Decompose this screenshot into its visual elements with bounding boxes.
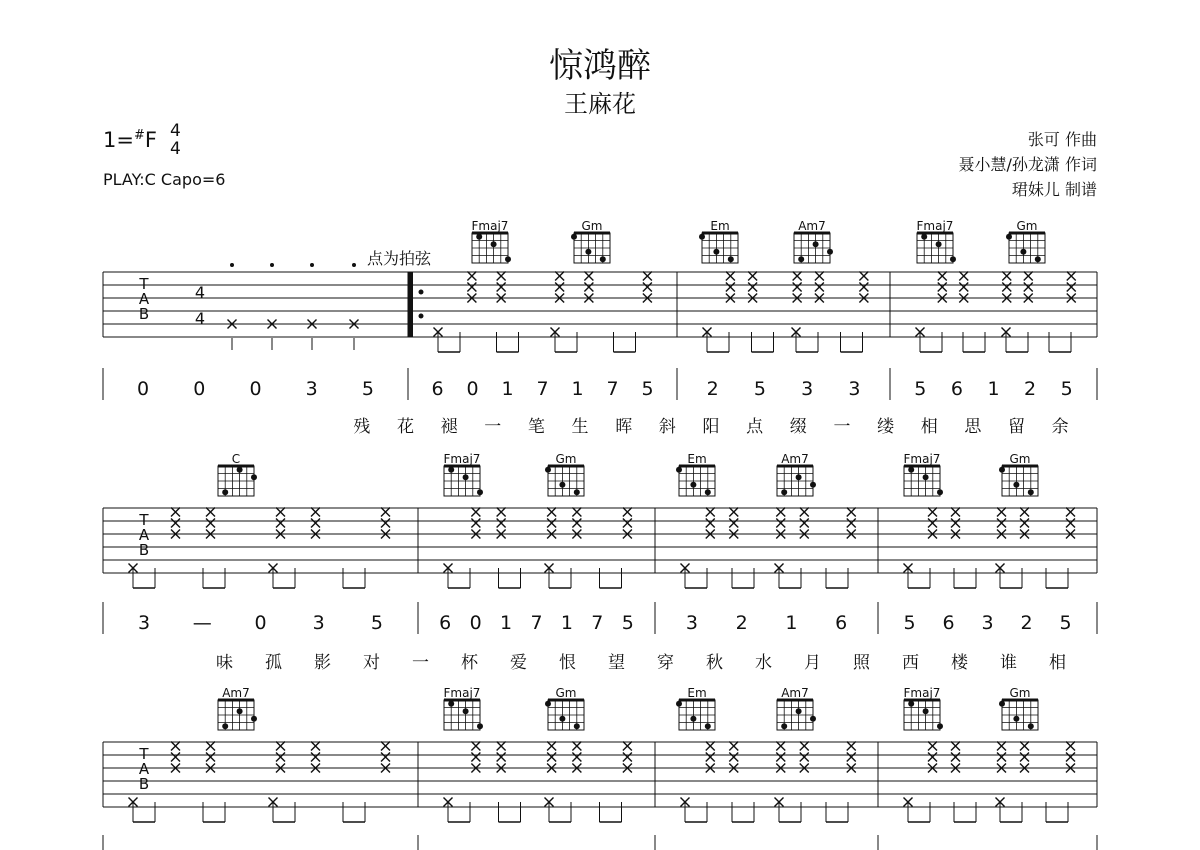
strum-x <box>951 742 960 751</box>
tab-label: T <box>139 275 149 293</box>
slap-hint: 点为拍弦 <box>367 249 432 268</box>
chord-finger <box>491 241 497 247</box>
chord-name: Am7 <box>781 452 809 466</box>
strum-x <box>381 742 390 751</box>
strum-x <box>706 508 715 517</box>
jianpu-note: 6 <box>439 612 452 634</box>
slap-dot <box>230 263 234 267</box>
strum-x <box>584 272 593 281</box>
chord-finger <box>448 467 454 473</box>
lyric-char: 杯 <box>461 653 478 673</box>
lyric-char: 留 <box>1008 417 1026 437</box>
transcriber-credit: 珺妹儿 制谱 <box>1011 180 1097 199</box>
strum-x <box>1024 272 1033 281</box>
lyric-char: 思 <box>964 417 982 437</box>
jianpu-note: 0 <box>193 378 206 400</box>
strum-x <box>381 508 390 517</box>
tab-label: B <box>138 541 150 559</box>
chord-name: Em <box>687 686 707 700</box>
strum-x <box>623 519 632 528</box>
lyric-char: 西 <box>902 653 919 673</box>
strum-x <box>847 519 856 528</box>
strum-x <box>276 742 285 751</box>
lyric-char: 斜 <box>658 417 676 437</box>
tab-label: T <box>139 511 149 529</box>
chord-finger <box>222 723 228 729</box>
jianpu-note: 1 <box>560 612 573 634</box>
lyric-char: 缕 <box>877 417 895 437</box>
song-title: 惊鸿醉 <box>549 46 651 86</box>
lyric-char: 点 <box>746 417 764 437</box>
jianpu-note: 1 <box>571 378 584 400</box>
strum-x <box>847 742 856 751</box>
lyric-char: 味 <box>216 653 233 673</box>
lyric-char: 一 <box>484 417 502 437</box>
strum-x <box>706 519 715 528</box>
lyric-char: 影 <box>314 653 331 673</box>
lyric-char: 缀 <box>789 417 807 437</box>
jianpu-note: 1 <box>500 612 513 634</box>
jianpu-note: 5 <box>753 378 766 400</box>
strum-x <box>815 283 824 292</box>
strum-x <box>1020 753 1029 762</box>
strum-x <box>643 272 652 281</box>
strum-x <box>276 508 285 517</box>
chord-finger <box>545 467 551 473</box>
strum-x <box>928 753 937 762</box>
jianpu-note: 3 <box>981 612 994 634</box>
strum-x <box>951 508 960 517</box>
chord-finger <box>574 723 580 729</box>
composer-credit: 张可 作曲 <box>1027 130 1097 149</box>
lyric-char: 照 <box>853 653 870 673</box>
chord-finger <box>1028 723 1034 729</box>
strum-x <box>997 519 1006 528</box>
tab-label: B <box>138 305 150 323</box>
strum-x <box>776 508 785 517</box>
chord-finger <box>222 489 228 495</box>
strum-x <box>1066 508 1075 517</box>
chord-finger <box>1006 234 1012 240</box>
strum-x <box>643 283 652 292</box>
jianpu-note: 3 <box>685 612 698 634</box>
chord-finger <box>705 489 711 495</box>
strum-x <box>928 508 937 517</box>
tab-label: A <box>138 526 150 544</box>
strum-x <box>800 753 809 762</box>
strum-x <box>206 508 215 517</box>
strum-x <box>311 508 320 517</box>
strum-x <box>547 753 556 762</box>
chord-finger <box>999 467 1005 473</box>
key-prefix: 1= <box>103 128 134 152</box>
jianpu-note: 5 <box>1060 378 1073 400</box>
strum-x <box>729 508 738 517</box>
chord-finger <box>505 256 511 262</box>
lyric-char: 花 <box>396 417 414 437</box>
chord-finger <box>1035 256 1041 262</box>
chord-finger <box>463 708 469 714</box>
lyric-char: 秋 <box>706 653 723 673</box>
chord-finger <box>937 723 943 729</box>
jianpu-note: 3 <box>848 378 861 400</box>
strum-x <box>800 519 809 528</box>
chord-finger <box>813 241 819 247</box>
lyricist-credit: 聂小慧/孙龙潇 作词 <box>958 155 1097 174</box>
strum-x <box>928 519 937 528</box>
chord-name: Fmaj7 <box>443 686 481 700</box>
strum-x <box>748 272 757 281</box>
chord-finger <box>713 249 719 255</box>
lyric-char: 阳 <box>702 417 720 437</box>
strum-x <box>171 508 180 517</box>
strum-x <box>847 508 856 517</box>
strum-x <box>471 753 480 762</box>
lyric-char: 笔 <box>527 417 545 437</box>
lyric-char: 生 <box>571 417 589 437</box>
strum-x <box>726 272 735 281</box>
strum-x <box>547 519 556 528</box>
strum-x <box>1066 519 1075 528</box>
strum-x <box>311 742 320 751</box>
strum-x <box>467 283 476 292</box>
chord-finger <box>448 701 454 707</box>
strum-x <box>276 519 285 528</box>
chord-name: Am7 <box>798 219 826 233</box>
chord-finger <box>950 256 956 262</box>
lyric-char: 残 <box>353 417 371 437</box>
chord-finger <box>937 489 943 495</box>
strum-x <box>1024 283 1033 292</box>
chord-finger <box>477 489 483 495</box>
repeat-bar <box>408 272 413 337</box>
intro-time-bottom: 4 <box>194 309 206 328</box>
jianpu-note: 5 <box>361 378 374 400</box>
chord-name: Gm <box>555 452 577 466</box>
chord-finger <box>796 474 802 480</box>
time-top: 4 <box>170 121 181 141</box>
strum-x <box>467 272 476 281</box>
strum-x <box>776 519 785 528</box>
strum-x <box>1002 272 1011 281</box>
chord-finger <box>676 467 682 473</box>
strum-x <box>1020 519 1029 528</box>
strum-x <box>497 519 506 528</box>
jianpu-note: 7 <box>530 612 543 634</box>
chord-name: Gm <box>1009 686 1031 700</box>
slap-dot <box>352 263 356 267</box>
chord-name: Gm <box>1009 452 1031 466</box>
lyric-char: 一 <box>833 417 851 437</box>
strum-x <box>928 742 937 751</box>
chord-finger <box>1013 716 1019 722</box>
chord-finger <box>559 482 565 488</box>
jianpu-note: 0 <box>249 378 262 400</box>
strum-x <box>572 508 581 517</box>
chord-name: Em <box>710 219 730 233</box>
chord-finger <box>699 234 705 240</box>
strum-x <box>572 753 581 762</box>
chord-finger <box>237 467 243 473</box>
chord-finger <box>251 474 257 480</box>
jianpu-note: 7 <box>606 378 619 400</box>
strum-x <box>959 283 968 292</box>
strum-x <box>729 753 738 762</box>
strum-x <box>729 519 738 528</box>
strum-x <box>748 283 757 292</box>
strum-x <box>706 742 715 751</box>
strum-x <box>381 519 390 528</box>
chord-name: Am7 <box>781 686 809 700</box>
strum-x <box>171 753 180 762</box>
jianpu-note: 3 <box>312 612 325 634</box>
strum-x <box>497 753 506 762</box>
lyric-char: 对 <box>363 653 380 673</box>
chord-finger <box>559 716 565 722</box>
strum-x <box>206 519 215 528</box>
chord-name: Fmaj7 <box>443 452 481 466</box>
tab-label: A <box>138 760 150 778</box>
chord-finger <box>908 467 914 473</box>
chord-finger <box>463 474 469 480</box>
jianpu-note: 6 <box>835 612 848 634</box>
strum-x <box>815 272 824 281</box>
strum-x <box>793 272 802 281</box>
chord-name: C <box>231 452 241 466</box>
chord-name: Am7 <box>222 686 250 700</box>
lyric-char: 楼 <box>951 653 968 673</box>
jianpu-note: 6 <box>942 612 955 634</box>
jianpu-note: 5 <box>370 612 383 634</box>
strum-x <box>171 742 180 751</box>
strum-x <box>547 508 556 517</box>
lyric-char: 余 <box>1051 417 1069 437</box>
strum-x <box>776 753 785 762</box>
strum-x <box>497 508 506 517</box>
lyric-char: 褪 <box>440 417 458 437</box>
chord-name: Fmaj7 <box>903 452 941 466</box>
lyric-char: 穿 <box>657 653 674 673</box>
jianpu-note: 7 <box>536 378 549 400</box>
lyric-char: 晖 <box>615 417 633 437</box>
strum-x <box>726 283 735 292</box>
strum-x <box>206 742 215 751</box>
lyric-char: 一 <box>412 653 429 673</box>
strum-x <box>1067 272 1076 281</box>
jianpu-note: 5 <box>641 378 654 400</box>
chord-finger <box>810 716 816 722</box>
jianpu-note: 2 <box>706 378 719 400</box>
jianpu-note: 2 <box>1024 378 1037 400</box>
strum-x <box>800 508 809 517</box>
strum-x <box>859 272 868 281</box>
jianpu-note: 0 <box>254 612 267 634</box>
strum-x <box>800 742 809 751</box>
repeat-dot <box>419 290 424 295</box>
chord-finger <box>237 708 243 714</box>
strum-x <box>623 742 632 751</box>
chord-finger <box>690 716 696 722</box>
lyric-char: 孤 <box>265 653 282 673</box>
chord-name: Em <box>687 452 707 466</box>
jianpu-note: 3 <box>138 612 151 634</box>
strum-x <box>1066 753 1075 762</box>
strum-x <box>1002 283 1011 292</box>
jianpu-note: 3 <box>305 378 318 400</box>
jianpu-note: 1 <box>501 378 514 400</box>
song-artist: 王麻花 <box>564 90 636 118</box>
key-note: F <box>144 128 157 152</box>
strum-x <box>1066 742 1075 751</box>
chord-finger <box>796 708 802 714</box>
chord-finger <box>477 723 483 729</box>
lyric-char: 相 <box>920 417 938 437</box>
chord-finger <box>908 701 914 707</box>
chord-name: Fmaj7 <box>916 219 954 233</box>
strum-x <box>497 742 506 751</box>
chord-finger <box>923 708 929 714</box>
chord-finger <box>999 701 1005 707</box>
jianpu-note: 6 <box>431 378 444 400</box>
strum-x <box>555 283 564 292</box>
lyric-char: 月 <box>804 653 821 673</box>
jianpu-note: 1 <box>785 612 798 634</box>
strum-x <box>1020 508 1029 517</box>
jianpu-note: 1 <box>987 378 1000 400</box>
chord-finger <box>781 723 787 729</box>
strum-x <box>276 753 285 762</box>
jianpu-note: 0 <box>469 612 482 634</box>
tab-label: A <box>138 290 150 308</box>
chord-finger <box>781 489 787 495</box>
strum-x <box>572 742 581 751</box>
chord-finger <box>476 234 482 240</box>
chord-finger <box>585 249 591 255</box>
time-bottom: 4 <box>170 139 181 159</box>
strum-x <box>959 272 968 281</box>
slap-dot <box>270 263 274 267</box>
strum-x <box>547 742 556 751</box>
chord-name: Fmaj7 <box>903 686 941 700</box>
strum-x <box>171 519 180 528</box>
strum-x <box>572 519 581 528</box>
jianpu-note: 2 <box>735 612 748 634</box>
chord-name: Fmaj7 <box>471 219 509 233</box>
tab-label: T <box>139 745 149 763</box>
chord-finger <box>921 234 927 240</box>
chord-name: Gm <box>555 686 577 700</box>
strum-x <box>623 753 632 762</box>
chord-finger <box>936 241 942 247</box>
chord-finger <box>574 489 580 495</box>
strum-x <box>793 283 802 292</box>
strum-x <box>1067 283 1076 292</box>
jianpu-note: 5 <box>621 612 634 634</box>
strum-x <box>847 753 856 762</box>
lyric-char: 爱 <box>510 653 527 673</box>
jianpu-note: 2 <box>1020 612 1033 634</box>
chord-finger <box>923 474 929 480</box>
strum-x <box>706 753 715 762</box>
lyric-char: 相 <box>1049 653 1066 673</box>
intro-time-top: 4 <box>194 283 206 302</box>
jianpu-note: — <box>192 612 212 634</box>
key-sharp: # <box>133 128 145 143</box>
chord-finger <box>728 256 734 262</box>
chord-name: Gm <box>1016 219 1038 233</box>
play-capo: PLAY:C Capo=6 <box>103 170 226 189</box>
strum-x <box>311 519 320 528</box>
slap-dot <box>310 263 314 267</box>
lyric-char: 恨 <box>559 653 576 673</box>
chord-finger <box>545 701 551 707</box>
strum-x <box>471 508 480 517</box>
chord-finger <box>676 701 682 707</box>
strum-x <box>938 283 947 292</box>
chord-finger <box>810 482 816 488</box>
chord-finger <box>1020 249 1026 255</box>
strum-x <box>381 753 390 762</box>
jianpu-note: 6 <box>950 378 963 400</box>
jianpu-note: 7 <box>591 612 604 634</box>
strum-x <box>206 753 215 762</box>
chord-finger <box>600 256 606 262</box>
strum-x <box>776 742 785 751</box>
strum-x <box>997 508 1006 517</box>
lyric-char: 水 <box>755 653 772 673</box>
chord-finger <box>827 249 833 255</box>
strum-x <box>555 272 564 281</box>
repeat-dot <box>419 314 424 319</box>
strum-x <box>859 283 868 292</box>
strum-x <box>497 272 506 281</box>
strum-x <box>584 283 593 292</box>
chord-finger <box>690 482 696 488</box>
strum-x <box>1020 742 1029 751</box>
jianpu-note: 5 <box>903 612 916 634</box>
strum-x <box>623 508 632 517</box>
strum-x <box>311 753 320 762</box>
chord-name: Gm <box>581 219 603 233</box>
strum-x <box>951 519 960 528</box>
strum-x <box>997 742 1006 751</box>
chord-finger <box>251 716 257 722</box>
jianpu-note: 5 <box>1059 612 1072 634</box>
strum-x <box>471 519 480 528</box>
chord-finger <box>571 234 577 240</box>
strum-x <box>497 283 506 292</box>
strum-x <box>997 753 1006 762</box>
strum-x <box>471 742 480 751</box>
jianpu-note: 0 <box>137 378 150 400</box>
chord-finger <box>1013 482 1019 488</box>
chord-finger <box>705 723 711 729</box>
tab-label: B <box>138 775 150 793</box>
strum-x <box>938 272 947 281</box>
jianpu-note: 0 <box>466 378 479 400</box>
strum-x <box>951 753 960 762</box>
chord-finger <box>798 256 804 262</box>
jianpu-note: 5 <box>914 378 927 400</box>
jianpu-note: 3 <box>801 378 814 400</box>
lyric-char: 望 <box>608 653 625 673</box>
chord-finger <box>1028 489 1034 495</box>
lyric-char: 谁 <box>1000 653 1017 673</box>
strum-x <box>729 742 738 751</box>
